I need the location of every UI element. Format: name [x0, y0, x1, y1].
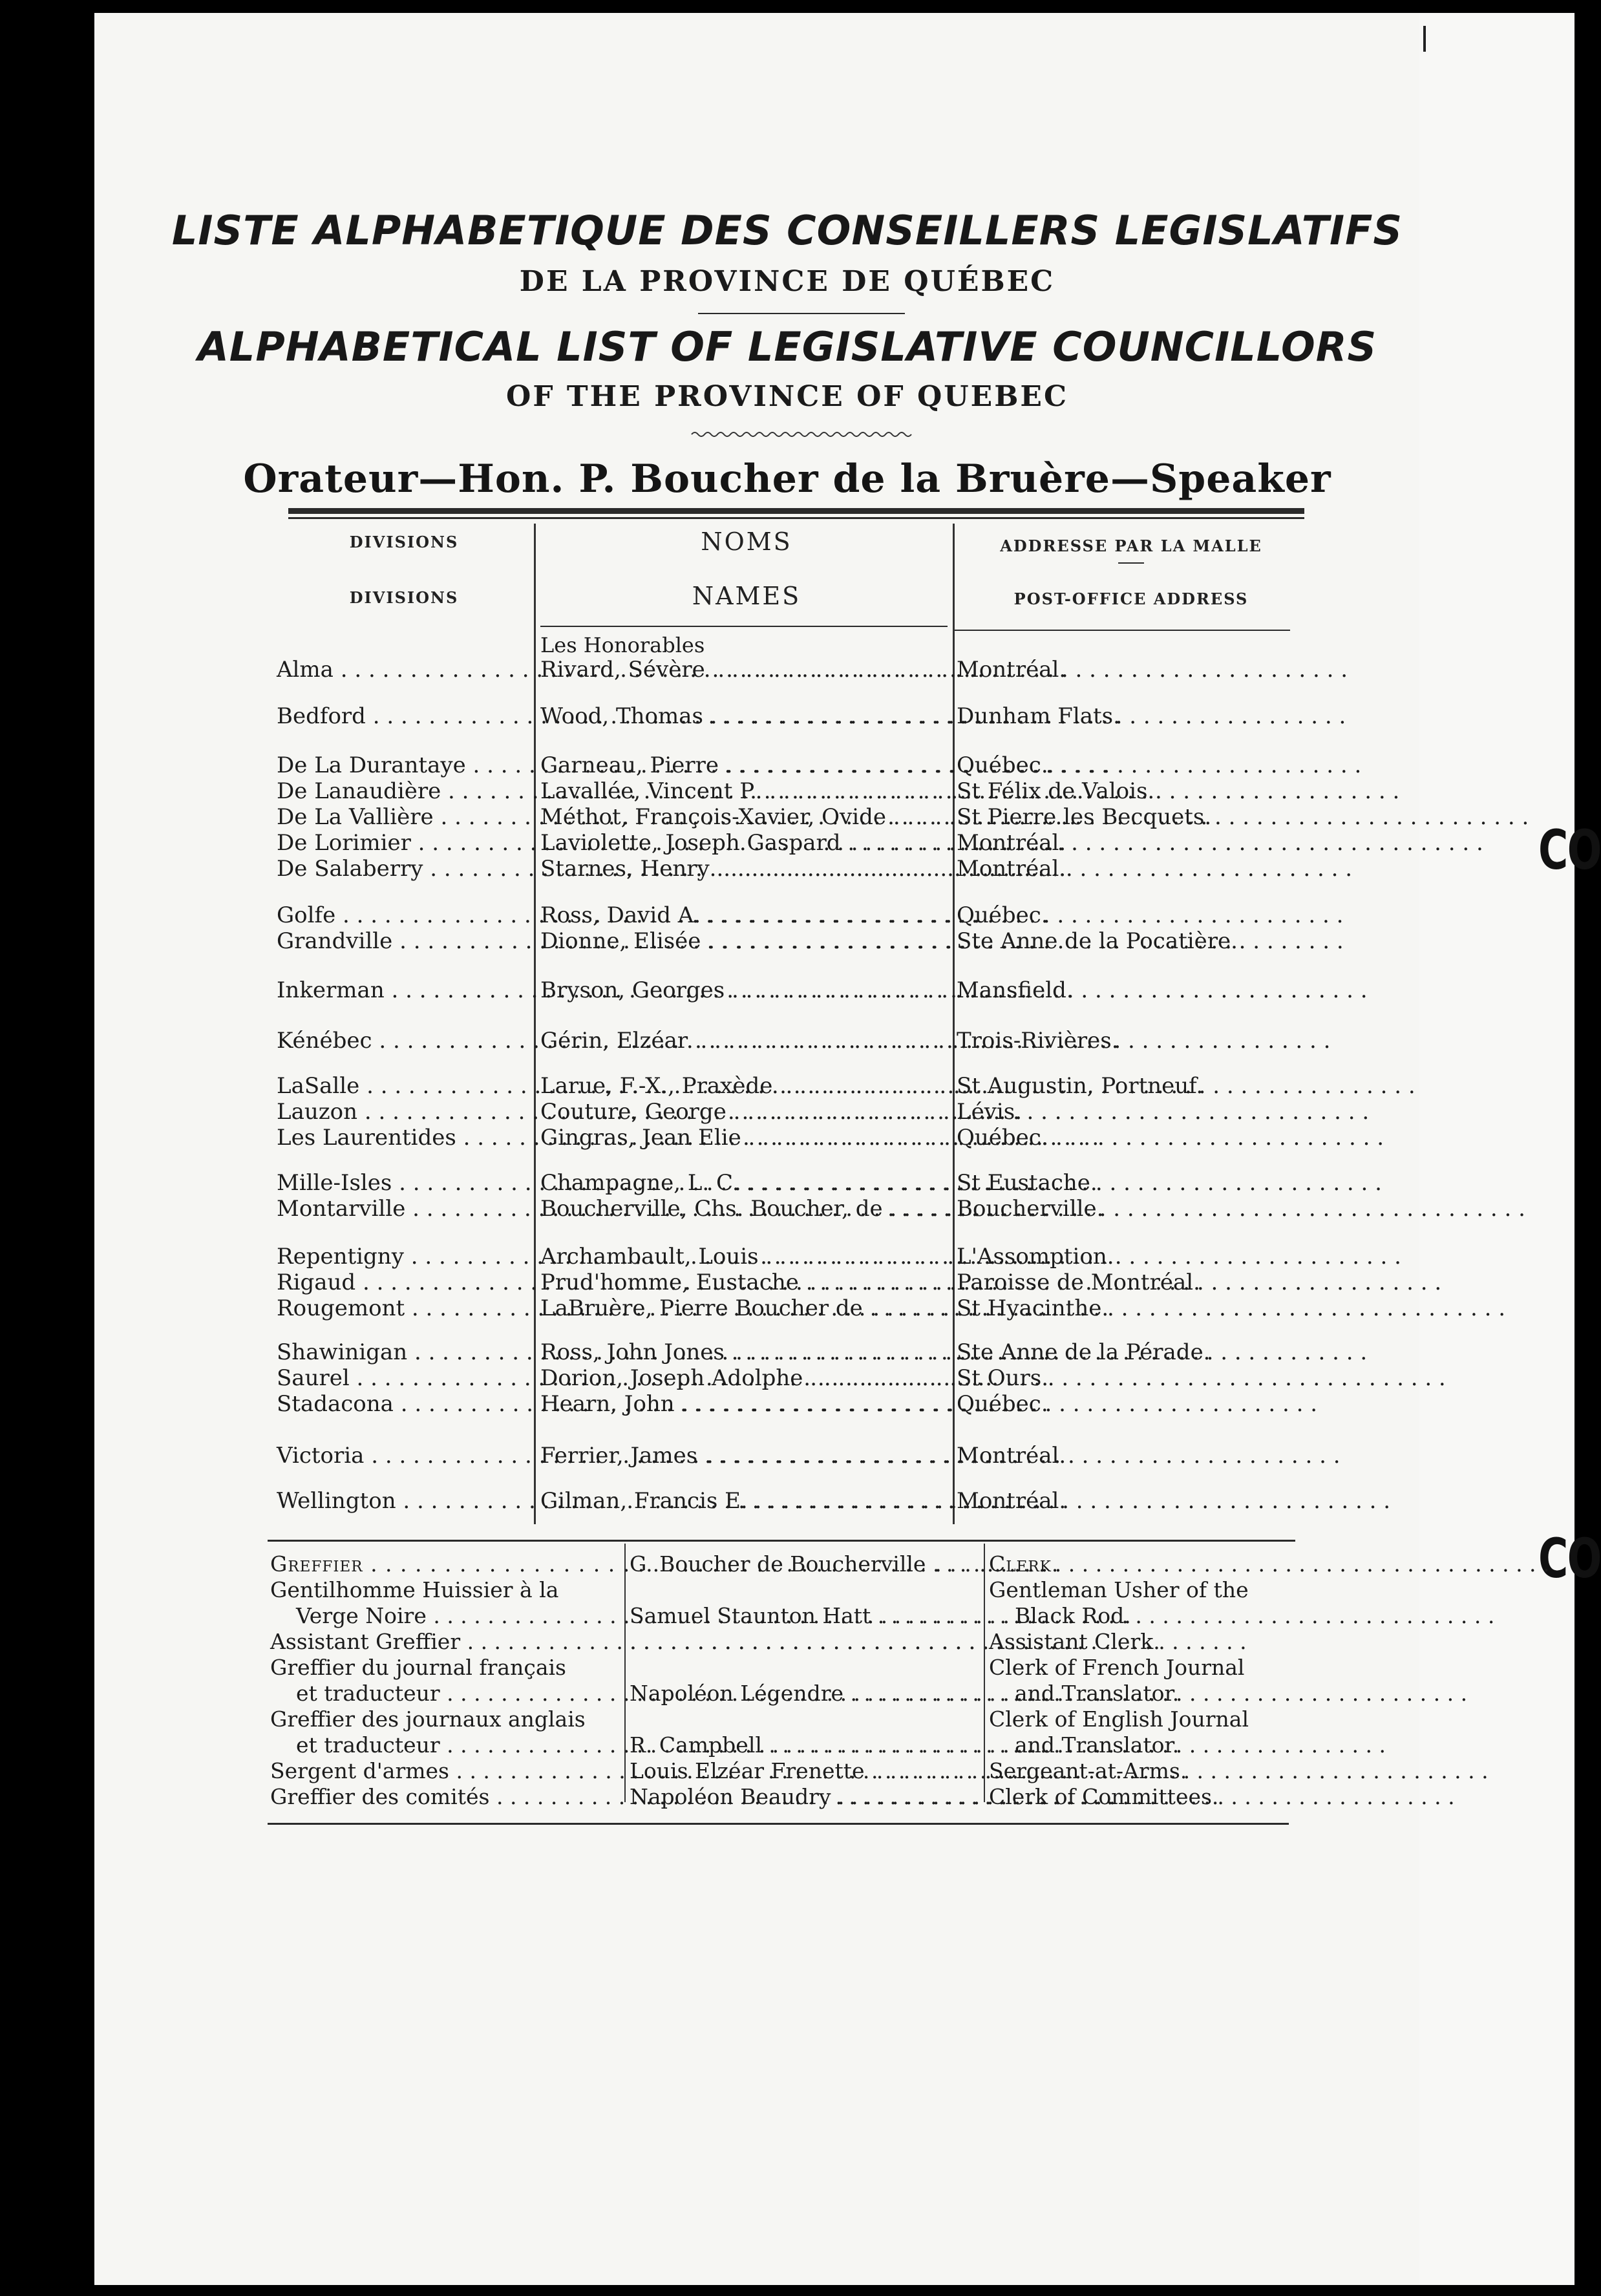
address-cell: Dunham Flats. [957, 703, 1120, 729]
division-cell: Rigaud . . . [277, 1270, 531, 1295]
table-row [0, 1443, 1574, 1469]
name-cell: Rivard, Sévère . . . [540, 657, 950, 683]
address-cell: Montréal. [957, 1488, 1066, 1514]
address-cell: St Augustin, Portneuf. [957, 1073, 1203, 1099]
table-row [0, 1295, 1574, 1321]
names-header-rule [540, 626, 948, 627]
officer-title-en [989, 1655, 1312, 1706]
address-cell: Trois-Rivières. [957, 1028, 1119, 1054]
officer-title-fr [270, 1551, 622, 1577]
division-cell: De La Vallière . . . [277, 804, 531, 830]
officer-row [0, 1655, 1574, 1706]
division-cell: Kénébec . . . [277, 1028, 531, 1054]
officers-divider [984, 1544, 985, 1802]
address-cell: Montréal. [957, 1443, 1066, 1469]
division-group [0, 1443, 1574, 1469]
division-group [0, 1028, 1574, 1054]
address-cell: Ste Anne de la Pérade. [957, 1339, 1211, 1365]
table-row [0, 804, 1574, 830]
honorables-label: Les Honorables [540, 633, 705, 657]
division-cell: Inkerman . . . [277, 977, 531, 1003]
division-cell: Saurel . . . [277, 1365, 531, 1391]
officer-name: R. Campbell . . . [630, 1732, 982, 1758]
officer-title-en-line: Clerk of French Journal [989, 1655, 1245, 1680]
address-cell: Boucherville. [957, 1196, 1104, 1222]
address-cell: Québec. [957, 752, 1048, 778]
officer-title-en-line: Clerk. [989, 1551, 1059, 1577]
name-cell: Bryson, Georges . . . [540, 977, 950, 1003]
table-row [0, 703, 1574, 729]
division-cell: De Lanaudière . . . [277, 778, 531, 804]
officers-divider [624, 1544, 626, 1802]
officer-title-line: Verge Noire . . . [270, 1603, 622, 1629]
name-cell: LaBruère, Pierre Boucher de . . . [540, 1295, 950, 1321]
name-cell: Wood, Thomas . . . [540, 703, 950, 729]
officer-title-line: Greffier . . . [270, 1551, 622, 1577]
address-cell: Ste Anne de la Pocatière. [957, 928, 1238, 954]
address-cell: St Hyacinthe. [957, 1295, 1109, 1321]
table-row [0, 977, 1574, 1003]
division-group [0, 657, 1574, 683]
name-cell: Hearn, John . . . [540, 1391, 950, 1417]
name-cell: Boucherville, Chs. Boucher, de . . . [540, 1196, 950, 1222]
officer-title-en [989, 1629, 1312, 1655]
officer-title-line: Greffier des comités . . . [270, 1784, 622, 1810]
column-header-address-fr: ADDRESSE PAR LA MALLE [1000, 537, 1262, 555]
table-row [0, 1270, 1574, 1295]
adjacent-page-text: CO [1538, 818, 1601, 882]
division-cell: Lauzon . . . [277, 1099, 531, 1125]
subtitle-english: OF THE PROVINCE OF QUEBEC [506, 380, 1068, 413]
division-cell: LaSalle . . . [277, 1073, 531, 1099]
division-cell: Stadacona . . . [277, 1391, 531, 1417]
table-row [0, 830, 1574, 856]
officers-top-rule [268, 1540, 1295, 1542]
name-cell: Couture, George . . . [540, 1099, 950, 1125]
table-row [0, 902, 1574, 928]
division-group [0, 752, 1574, 882]
name-cell: Dorion, Joseph Adolphe . . . [540, 1365, 950, 1391]
column-header-divisions-en: DIVISIONS [349, 588, 459, 607]
officer-title-en [989, 1551, 1312, 1577]
name-cell: Méthot, François-Xavier, Ovide . . . [540, 804, 950, 830]
heavy-rule-thin [288, 517, 1304, 519]
table-row [0, 1244, 1574, 1270]
name-cell: Larue, F.-X., Praxède . . . [540, 1073, 950, 1099]
edge-mark [1423, 26, 1426, 52]
officer-title-en-line: Assistant Clerk. [989, 1629, 1160, 1654]
division-cell: Grandville . . . [277, 928, 531, 954]
division-cell: De Salaberry . . . [277, 856, 531, 882]
division-group [0, 902, 1574, 954]
officer-title-fr [270, 1706, 622, 1758]
division-cell: Shawinigan . . . [277, 1339, 531, 1365]
officer-name: Napoléon Beaudry . . . [630, 1784, 982, 1810]
division-cell: Bedford . . . [277, 703, 531, 729]
name-cell: Lavallée, Vincent P. . . . [540, 778, 950, 804]
officer-row [0, 1706, 1574, 1758]
officer-title-en-line: Clerk of English Journal [989, 1706, 1249, 1732]
table-row [0, 1099, 1574, 1125]
name-cell: Gérin, Elzéar . . . [540, 1028, 950, 1054]
officer-title-en-line: Sergeant-at-Arms. [989, 1758, 1187, 1783]
officer-name: Napoléon Légendre . . . [630, 1681, 982, 1706]
speaker-line: Orateur—Hon. P. Boucher de la Bruère—Speaker [243, 456, 1331, 502]
officer-name: G. Boucher de Boucherville . . . [630, 1551, 982, 1577]
name-cell: Ross, David A. . . . [540, 902, 950, 928]
officer-title-en [989, 1706, 1312, 1758]
officer-title-en-line: Black Rod. [1015, 1603, 1131, 1628]
name-cell: Gilman, Francis E. . . . [540, 1488, 950, 1514]
table-row [0, 1196, 1574, 1222]
title-english: ALPHABETICAL LIST OF LEGISLATIVE COUNCILLORS [197, 323, 1377, 370]
officer-name: Samuel Staunton Hatt . . . [630, 1603, 982, 1629]
division-cell: Les Laurentides . . . [277, 1125, 531, 1151]
address-cell: Lévis. [957, 1099, 1023, 1125]
ornamental-rule [692, 429, 911, 440]
division-cell: Repentigny . . . [277, 1244, 531, 1270]
name-cell: Ross, John Jones . . . [540, 1339, 950, 1365]
address-cell: St Félix de Valois. [957, 778, 1155, 804]
table-row [0, 1073, 1574, 1099]
name-cell: Gingras, Jean Elie . . . [540, 1125, 950, 1151]
officer-title-en-line: Gentleman Usher of the [989, 1577, 1249, 1602]
division-group [0, 1073, 1574, 1151]
officer-name: Louis Elzéar Frenette . . . [630, 1758, 982, 1784]
name-cell: Archambault, Louis . . . [540, 1244, 950, 1270]
column-header-divisions-fr: DIVISIONS [349, 533, 459, 551]
address-cell: Québec. [957, 902, 1048, 928]
officer-title-fr [270, 1655, 622, 1706]
officer-title-en [989, 1784, 1312, 1810]
table-row [0, 1488, 1574, 1514]
address-cell: St Pierre les Becquets. [957, 804, 1212, 830]
header-dash [1118, 562, 1144, 564]
table-row [0, 1391, 1574, 1417]
division-cell: Alma . . . [277, 657, 531, 683]
officer-title-line: Assistant Greffier . . . [270, 1629, 622, 1655]
address-cell: Paroisse de Montréal. [957, 1270, 1200, 1295]
officer-title-line: et traducteur . . . [270, 1732, 622, 1758]
division-group [0, 1488, 1574, 1514]
table-row [0, 856, 1574, 882]
officer-title-line: et traducteur . . . [270, 1681, 622, 1706]
officer-title-fr [270, 1758, 622, 1784]
officers-list [0, 1551, 1574, 1810]
officer-row [0, 1629, 1574, 1655]
bottom-rule [268, 1823, 1289, 1825]
name-cell: Garneau, Pierre . . . [540, 752, 950, 778]
division-cell: Wellington . . . [277, 1488, 531, 1514]
officer-title-en [989, 1758, 1312, 1784]
address-cell: Montréal. [957, 657, 1066, 683]
division-group [0, 703, 1574, 729]
name-cell: Starnes, Henry . . . [540, 856, 950, 882]
adjacent-page-text: CO [1538, 1527, 1601, 1590]
address-cell: St Eustache. [957, 1170, 1097, 1196]
column-header-names-en: NAMES [692, 582, 801, 610]
table-row [0, 778, 1574, 804]
division-cell: Montarville . . . [277, 1196, 531, 1222]
division-cell: Victoria . . . [277, 1443, 531, 1469]
officer-title-fr [270, 1784, 622, 1810]
division-group [0, 977, 1574, 1003]
name-cell: Dionne, Elisée . . . [540, 928, 950, 954]
table-row [0, 1365, 1574, 1391]
subtitle-french: DE LA PROVINCE DE QUÉBEC [519, 265, 1055, 298]
division-group [0, 1170, 1574, 1222]
officer-title-line: Gentilhomme Huissier à la [270, 1577, 559, 1602]
address-cell: Montréal. [957, 830, 1066, 856]
division-group [0, 1339, 1574, 1417]
officer-row [0, 1758, 1574, 1784]
address-cell: St Ours. [957, 1365, 1049, 1391]
address-cell: Québec. [957, 1125, 1048, 1151]
name-cell: Laviolette, Joseph Gaspard . . . [540, 830, 950, 856]
title-divider [698, 313, 905, 314]
name-cell: Ferrier, James . . . [540, 1443, 950, 1469]
division-cell: Mille-Isles . . . [277, 1170, 531, 1196]
division-cell: Golfe . . . [277, 902, 531, 928]
table-row [0, 657, 1574, 683]
column-header-address-en: POST-OFFICE ADDRESS [1013, 590, 1249, 608]
address-cell: Mansfield. [957, 977, 1074, 1003]
officer-title-fr [270, 1577, 622, 1629]
officer-title-en-line: and Translator. [1015, 1681, 1180, 1706]
column-header-names-fr: NOMS [701, 527, 792, 556]
heavy-rule [288, 508, 1304, 514]
table-row [0, 1170, 1574, 1196]
officer-name [630, 1629, 982, 1655]
officer-title-fr [270, 1629, 622, 1655]
address-cell: Montréal. [957, 856, 1066, 882]
table-row [0, 1339, 1574, 1365]
officer-title-line: Greffier du journal français [270, 1655, 566, 1680]
officer-title-en-line: and Translator. [1015, 1732, 1180, 1758]
table-row [0, 1028, 1574, 1054]
address-header-rule [954, 630, 1290, 631]
officer-title-line: Greffier des journaux anglais [270, 1706, 586, 1732]
table-row [0, 928, 1574, 954]
division-group [0, 1244, 1574, 1321]
division-cell: De Lorimier . . . [277, 830, 531, 856]
division-cell: De La Durantaye . . . [277, 752, 531, 778]
address-cell: L'Assomption. [957, 1244, 1114, 1270]
name-cell: Champagne, L. C. . . . [540, 1170, 950, 1196]
address-cell: Québec. [957, 1391, 1048, 1417]
officer-title-en-line: Clerk of Committees. [989, 1784, 1219, 1809]
table-row [0, 1125, 1574, 1151]
officer-row [0, 1577, 1574, 1629]
officer-row [0, 1784, 1574, 1810]
title-french: LISTE ALPHABETIQUE DES CONSEILLERS LEGISLATIFS [171, 207, 1403, 254]
division-cell: Rougemont . . . [277, 1295, 531, 1321]
officer-title-line: Sergent d'armes . . . [270, 1758, 622, 1784]
officer-title-en [989, 1577, 1312, 1629]
name-cell: Prud'homme, Eustache . . . [540, 1270, 950, 1295]
officer-row [0, 1551, 1574, 1577]
table-row [0, 752, 1574, 778]
